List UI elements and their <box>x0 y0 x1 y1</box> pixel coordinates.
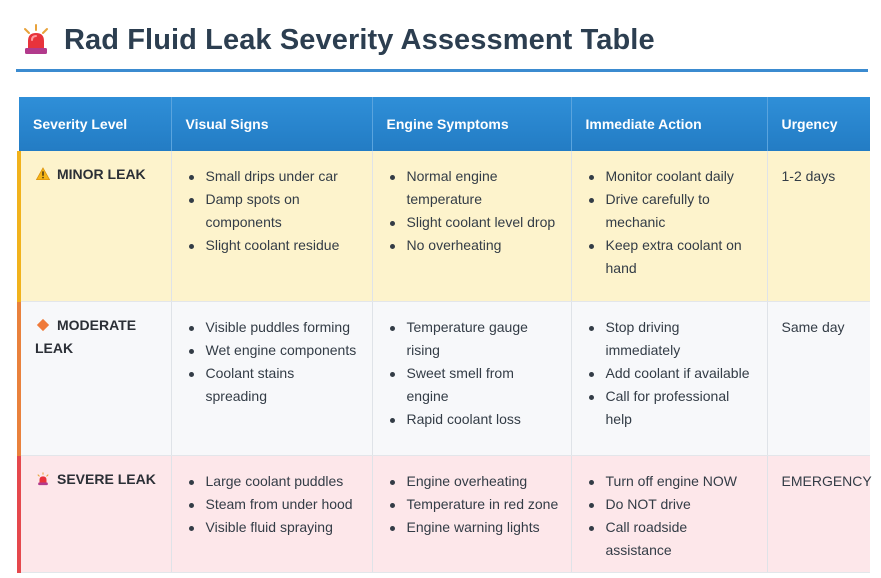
visual-signs-cell <box>171 151 372 302</box>
immediate-action-cell <box>571 456 767 573</box>
severity-level <box>35 314 159 360</box>
list-item: Sweet smell from engine <box>405 362 559 408</box>
list-item: Add coolant if available <box>604 362 755 385</box>
siren-icon <box>35 472 51 486</box>
header-engine-symptoms: Engine Symptoms <box>372 97 571 151</box>
severity-table <box>17 97 870 573</box>
severity-level-label: MINOR LEAK <box>57 166 146 182</box>
list-item: Drive carefully to mechanic <box>604 188 755 234</box>
severity-level <box>35 468 159 491</box>
siren-icon <box>22 24 50 56</box>
list-item: Damp spots on components <box>204 188 360 234</box>
urgency-cell: Same day <box>767 302 870 456</box>
list-item: Small drips under car <box>204 165 360 188</box>
list-item: Large coolant puddles <box>204 470 360 493</box>
list-item: Temperature gauge rising <box>405 316 559 362</box>
severity-level <box>35 163 159 186</box>
list-item: Visible fluid spraying <box>204 516 360 539</box>
orange-diamond-icon <box>35 318 51 332</box>
list-item: Slight coolant residue <box>204 234 360 257</box>
list-item: Stop driving immediately <box>604 316 755 362</box>
list-item: Temperature in red zone <box>405 493 559 516</box>
title-divider <box>16 69 868 72</box>
list-item: Do NOT drive <box>604 493 755 516</box>
list-item: Engine warning lights <box>405 516 559 539</box>
warning-icon <box>35 167 51 181</box>
list-item: Slight coolant level drop <box>405 211 559 234</box>
title-row <box>22 18 655 62</box>
severity-level-label: MODERATE LEAK <box>35 317 137 356</box>
header-visual-signs: Visual Signs <box>171 97 372 151</box>
immediate-action-cell <box>571 151 767 302</box>
list-item: No overheating <box>405 234 559 257</box>
list-item: Normal engine temperature <box>405 165 559 211</box>
list-item: Steam from under hood <box>204 493 360 516</box>
severity-level-label: SEVERE LEAK <box>57 471 156 487</box>
table-row-severe <box>19 456 870 573</box>
severity-cell <box>19 456 171 573</box>
header-severity-level: Severity Level <box>19 97 171 151</box>
page-title: Rad Fluid Leak Severity Assessment Table <box>64 23 655 56</box>
list-item: Call for professional help <box>604 385 755 431</box>
list-item: Monitor coolant daily <box>604 165 755 188</box>
visual-signs-cell <box>171 302 372 456</box>
engine-symptoms-cell <box>372 151 571 302</box>
severity-cell <box>19 151 171 302</box>
header-urgency: Urgency <box>767 97 870 151</box>
engine-symptoms-cell <box>372 456 571 573</box>
engine-symptoms-cell <box>372 302 571 456</box>
urgency-cell: EMERGENCY <box>767 456 870 573</box>
severity-cell <box>19 302 171 456</box>
list-item: Rapid coolant loss <box>405 408 559 431</box>
list-item: Keep extra coolant on hand <box>604 234 755 280</box>
table-row-moderate <box>19 302 870 456</box>
list-item: Engine overheating <box>405 470 559 493</box>
header-immediate-action: Immediate Action <box>571 97 767 151</box>
immediate-action-cell <box>571 302 767 456</box>
list-item: Turn off engine NOW <box>604 470 755 493</box>
list-item: Wet engine components <box>204 339 360 362</box>
table-header-row <box>19 97 870 151</box>
table-row-minor <box>19 151 870 302</box>
urgency-cell: 1-2 days <box>767 151 870 302</box>
visual-signs-cell <box>171 456 372 573</box>
list-item: Coolant stains spreading <box>204 362 360 408</box>
list-item: Call roadside assistance <box>604 516 755 562</box>
list-item: Visible puddles forming <box>204 316 360 339</box>
